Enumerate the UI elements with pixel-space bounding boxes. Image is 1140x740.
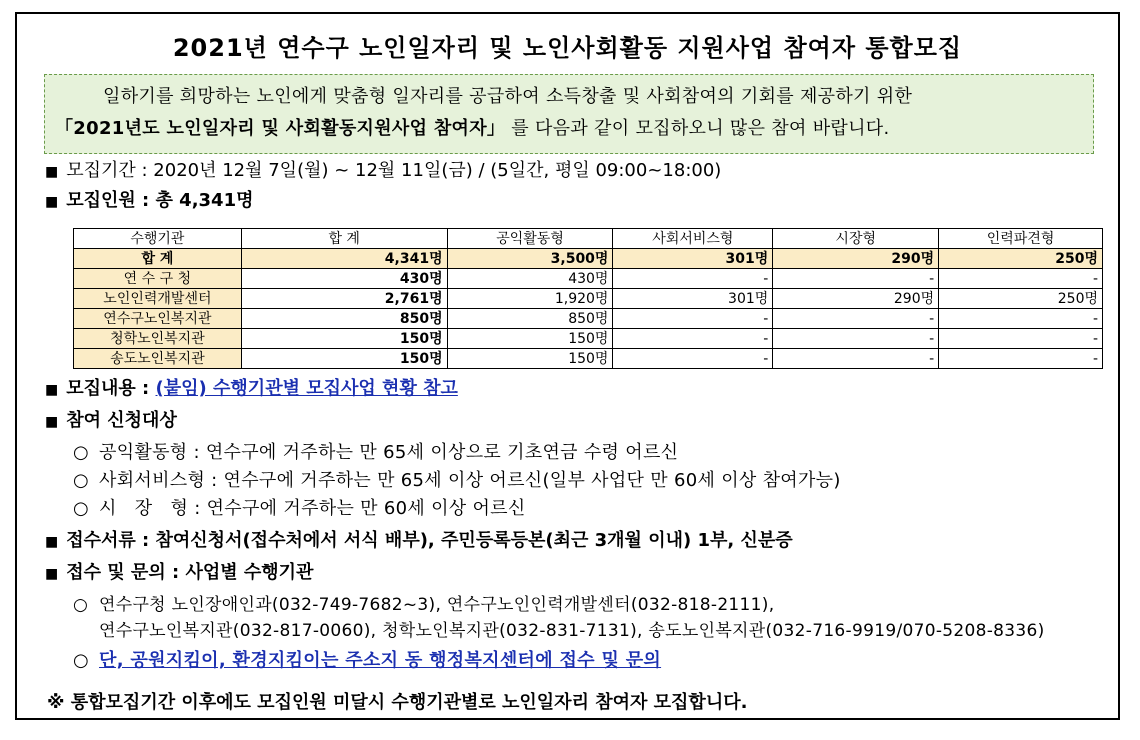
table-cell: 1,920명 bbox=[447, 289, 613, 309]
table-cell: 150명 bbox=[447, 329, 613, 349]
table-cell: - bbox=[939, 309, 1103, 329]
period-value: 2020년 12월 7일(월) ~ 12월 11일(금) / (5일간, 평일 09:00~18:00) bbox=[153, 160, 722, 181]
page-title: 2021년 연수구 노인일자리 및 노인사회활동 지원사업 참여자 통합모집 bbox=[172, 34, 963, 62]
documents-label: 접수서류 : 참여신청서(접수처에서 서식 배부), 주민등록등본(최근 3개월 이내) 1부, 신분증 bbox=[66, 530, 793, 551]
table-cell: 3,500명 bbox=[447, 249, 613, 269]
circle-bullet-icon: ○ bbox=[73, 650, 90, 671]
table-cell: - bbox=[773, 349, 939, 369]
table-row bbox=[74, 349, 1103, 369]
table-cell: 150명 bbox=[447, 349, 613, 369]
table-cell: 연 수 구 청 bbox=[74, 269, 242, 289]
table-cell: 노인인력개발센터 bbox=[74, 289, 242, 309]
table-cell: 150명 bbox=[241, 329, 447, 349]
intro-program-name: 「2021년도 노인일자리 및 사회활동지원사업 참여자」 bbox=[55, 118, 506, 139]
table-row bbox=[74, 289, 1103, 309]
table-cell: 850명 bbox=[447, 309, 613, 329]
table-cell: 송도노인복지관 bbox=[74, 349, 242, 369]
table-cell: - bbox=[613, 329, 773, 349]
period-label: 모집기간 : bbox=[66, 160, 154, 181]
table-cell: 250명 bbox=[939, 289, 1103, 309]
eligibility-label: 참여 신청대상 bbox=[66, 410, 177, 431]
intro-line-2-rest: 를 다음과 같이 모집하오니 많은 참여 바랍니다. bbox=[505, 118, 890, 139]
eligibility-item-text: 사회서비스형 : 연수구에 거주하는 만 65세 이상 어르신(일부 사업단 만 60세 이상 참여가능) bbox=[99, 470, 841, 491]
table-row bbox=[74, 269, 1103, 289]
headcount-label: 모집인원 : 총 4,341명 bbox=[66, 190, 254, 211]
table-cell: - bbox=[939, 349, 1103, 369]
table-header-cell: 수행기관 bbox=[74, 229, 242, 249]
table-total-row bbox=[74, 249, 1103, 269]
inquiry-notice bbox=[73, 646, 661, 672]
table-header-cell: 공익활동형 bbox=[447, 229, 613, 249]
period-line bbox=[45, 156, 721, 182]
table-cell: 290명 bbox=[773, 249, 939, 269]
inquiry-contacts-text: 연수구청 노인장애인과(032-749-7682~3), 연수구노인인력개발센터(032-818-2111), bbox=[99, 595, 775, 615]
table-cell: 301명 bbox=[613, 249, 773, 269]
attachment-link[interactable]: (붙임) 수행기관별 모집사업 현황 참고 bbox=[155, 378, 458, 399]
table-cell: - bbox=[613, 349, 773, 369]
inquiry-contacts-text: 연수구노인복지관(032-817-0060), 청학노인복지관(032-831-7131), 송도노인복지관(032-716-9919/070-5208-8336) bbox=[99, 621, 1045, 641]
table-header-cell: 시장형 bbox=[773, 229, 939, 249]
notice-frame bbox=[15, 12, 1120, 720]
table-cell: - bbox=[773, 269, 939, 289]
bullet-icon: ■ bbox=[45, 534, 59, 550]
eligibility-item-text: 공익활동형 : 연수구에 거주하는 만 65세 이상으로 기초연금 수령 어르신 bbox=[99, 442, 679, 463]
table-row bbox=[74, 309, 1103, 329]
footer-note: ※ 통합모집기간 이후에도 모집인원 미달시 수행기관별로 노인일자리 참여자 모집합니다. bbox=[47, 692, 748, 713]
table-cell: 290명 bbox=[773, 289, 939, 309]
inquiry-line bbox=[45, 558, 313, 584]
table-cell: 850명 bbox=[241, 309, 447, 329]
table-cell: 청학노인복지관 bbox=[74, 329, 242, 349]
table-header-cell: 사회서비스형 bbox=[613, 229, 773, 249]
content-line bbox=[45, 374, 458, 400]
intro-line-2 bbox=[55, 113, 1083, 145]
table-cell: - bbox=[773, 309, 939, 329]
bullet-icon: ■ bbox=[45, 414, 59, 430]
eligibility-item bbox=[73, 438, 678, 464]
table-row bbox=[74, 329, 1103, 349]
circle-bullet-icon: ○ bbox=[73, 595, 89, 615]
bullet-icon: ■ bbox=[45, 194, 59, 210]
eligibility-item bbox=[73, 466, 841, 492]
table-cell: - bbox=[613, 269, 773, 289]
table-cell: 430명 bbox=[447, 269, 613, 289]
bullet-icon: ■ bbox=[45, 164, 59, 180]
table-cell: - bbox=[613, 309, 773, 329]
inquiry-label: 접수 및 문의 : 사업별 수행기관 bbox=[66, 562, 314, 583]
table-cell: 2,761명 bbox=[241, 289, 447, 309]
content-label: 모집내용 : bbox=[66, 378, 156, 399]
eligibility-item bbox=[73, 494, 526, 520]
inquiry-contacts-2 bbox=[99, 616, 1045, 641]
table-cell: 연수구노인복지관 bbox=[74, 309, 242, 329]
table-header-row bbox=[74, 229, 1103, 249]
table-cell: 250명 bbox=[939, 249, 1103, 269]
recruit-table bbox=[73, 228, 1103, 369]
bullet-icon: ■ bbox=[45, 382, 59, 398]
eligibility-item-text: 시 장 형 : 연수구에 거주하는 만 60세 이상 어르신 bbox=[99, 498, 526, 519]
intro-line-1: 일하기를 희망하는 노인에게 맞춤형 일자리를 공급하여 소득창출 및 사회참여의 기회를 제공하기 위한 bbox=[103, 86, 913, 107]
documents-line bbox=[45, 526, 793, 552]
table-cell: 150명 bbox=[241, 349, 447, 369]
intro-box bbox=[44, 74, 1094, 154]
table-cell: 4,341명 bbox=[241, 249, 447, 269]
inquiry-notice-link[interactable]: 단, 공원지킴이, 환경지킴이는 주소지 동 행정복지센터에 접수 및 문의 bbox=[99, 650, 662, 671]
table-header-cell: 인력파견형 bbox=[939, 229, 1103, 249]
circle-bullet-icon: ○ bbox=[73, 498, 90, 519]
circle-bullet-icon: ○ bbox=[73, 470, 90, 491]
headcount-line bbox=[45, 186, 254, 212]
bullet-icon: ■ bbox=[45, 566, 59, 582]
eligibility-line bbox=[45, 406, 177, 432]
inquiry-contacts-1 bbox=[73, 590, 774, 615]
table-cell: - bbox=[773, 329, 939, 349]
table-cell: 301명 bbox=[613, 289, 773, 309]
table-cell: 430명 bbox=[241, 269, 447, 289]
table-cell: - bbox=[939, 329, 1103, 349]
table-cell: 합 계 bbox=[74, 249, 242, 269]
table-cell: - bbox=[939, 269, 1103, 289]
circle-bullet-icon: ○ bbox=[73, 442, 90, 463]
table-header-cell: 합 계 bbox=[241, 229, 447, 249]
